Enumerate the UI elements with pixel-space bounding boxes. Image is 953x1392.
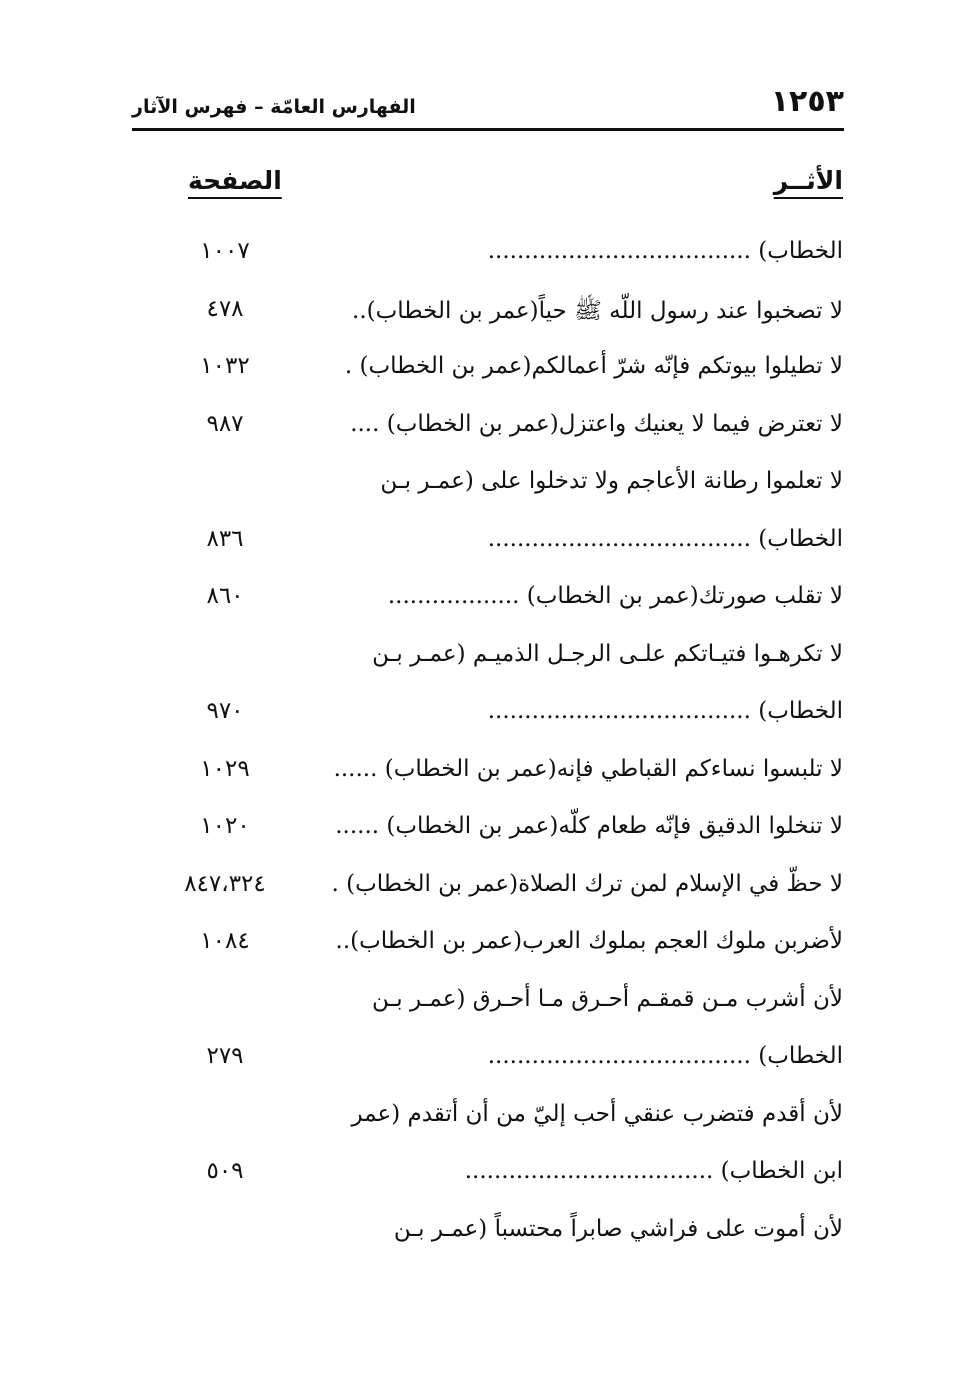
entry-text: لا تعلموا رطانة الأعاجم ولا تدخلوا على (عمـر بـن <box>380 468 843 494</box>
index-line <box>0 462 953 520</box>
entry-text: لأن أقدم فتضرب عنقي أحب إليّ من أن أتقدم (عمر <box>351 1100 843 1127</box>
entry-text: لا تنخلوا الدقيق فإنّه طعام كلّه(عمر بن الخطاب) ...... <box>335 813 843 839</box>
index-line <box>0 577 953 635</box>
index-line <box>0 1210 953 1268</box>
entry-text: لا تعترض فيما لا يعنيك واعتزل(عمر بن الخطاب) .... <box>350 410 843 437</box>
entry-text: الخطاب) .................................... <box>487 238 843 264</box>
entry-text: لا تطيلوا بيوتكم فإنّه شرّ أعمالكم(عمر بن الخطاب) . <box>344 353 843 379</box>
entry-text: الخطاب) .................................... <box>487 1043 843 1069</box>
entry-text: لأضربن ملوك العجم بملوك العرب(عمر بن الخطاب).. <box>335 928 843 954</box>
header-rule <box>132 128 844 131</box>
index-line <box>0 1037 953 1095</box>
entry-text: لا تصخبوا عند رسول اللّه ﷺ حياً(عمر بن الخطاب).. <box>352 297 843 324</box>
index-entries <box>0 232 953 1267</box>
column-heading-page: الصفحة <box>188 166 282 195</box>
page-reference: ١٠٢٠ <box>200 813 250 839</box>
index-line <box>0 692 953 750</box>
entry-text: الخطاب) .................................... <box>487 525 843 552</box>
entry-text: ابن الخطاب) .................................. <box>464 1158 843 1184</box>
index-line <box>0 750 953 808</box>
running-head <box>132 84 844 126</box>
page-reference: ١٠٨٤ <box>200 928 250 954</box>
index-line <box>0 807 953 865</box>
page-reference: ١٠٣٢ <box>200 353 250 379</box>
entry-text: لا تلبسوا نساءكم القباطي فإنه(عمر بن الخطاب) ...... <box>333 755 843 782</box>
entry-text: لا تكرهـوا فتيـاتكم علـى الرجـل الذميـم (عمـر بـن <box>372 640 843 667</box>
page-reference: ١٠٢٩ <box>200 755 250 782</box>
entry-text: لأن أشرب مـن قمقـم أحـرق مـا أحـرق (عمـر بـن <box>372 985 843 1012</box>
page-reference: ٨٤٧،٣٢٤ <box>184 870 266 897</box>
page-reference: ٨٣٦ <box>206 525 244 552</box>
page-reference: ٥٠٩ <box>206 1158 244 1184</box>
section-title: الفهارس العامّة – فهرس الآثار <box>132 96 416 118</box>
page-reference: ١٠٠٧ <box>200 238 250 264</box>
index-line <box>0 520 953 578</box>
page-reference: ٤٧٨ <box>206 295 244 322</box>
index-line <box>0 635 953 693</box>
entry-text: لا تقلب صورتك(عمر بن الخطاب) .................. <box>387 583 843 609</box>
page-reference: ٩٨٧ <box>206 410 244 437</box>
page-reference: ٩٧٠ <box>206 698 244 724</box>
entry-text: لأن أموت على فراشي صابراً محتسباً (عمـر بـن <box>393 1215 843 1242</box>
index-line <box>0 290 953 348</box>
index-line <box>0 1152 953 1210</box>
index-line <box>0 347 953 405</box>
index-line <box>0 405 953 463</box>
index-line <box>0 232 953 290</box>
index-line <box>0 865 953 923</box>
index-line <box>0 922 953 980</box>
page-number: ١٢٥٣ <box>770 84 844 119</box>
index-line <box>0 1095 953 1153</box>
column-heading-athar: الأثــر <box>773 166 843 195</box>
entry-text: الخطاب) .................................... <box>487 698 843 724</box>
page-reference: ٨٦٠ <box>206 583 244 609</box>
index-line <box>0 980 953 1038</box>
entry-text: لا حظّ في الإسلام لمن ترك الصلاة(عمر بن الخطاب) . <box>331 870 843 897</box>
page-reference: ٢٧٩ <box>206 1043 244 1069</box>
